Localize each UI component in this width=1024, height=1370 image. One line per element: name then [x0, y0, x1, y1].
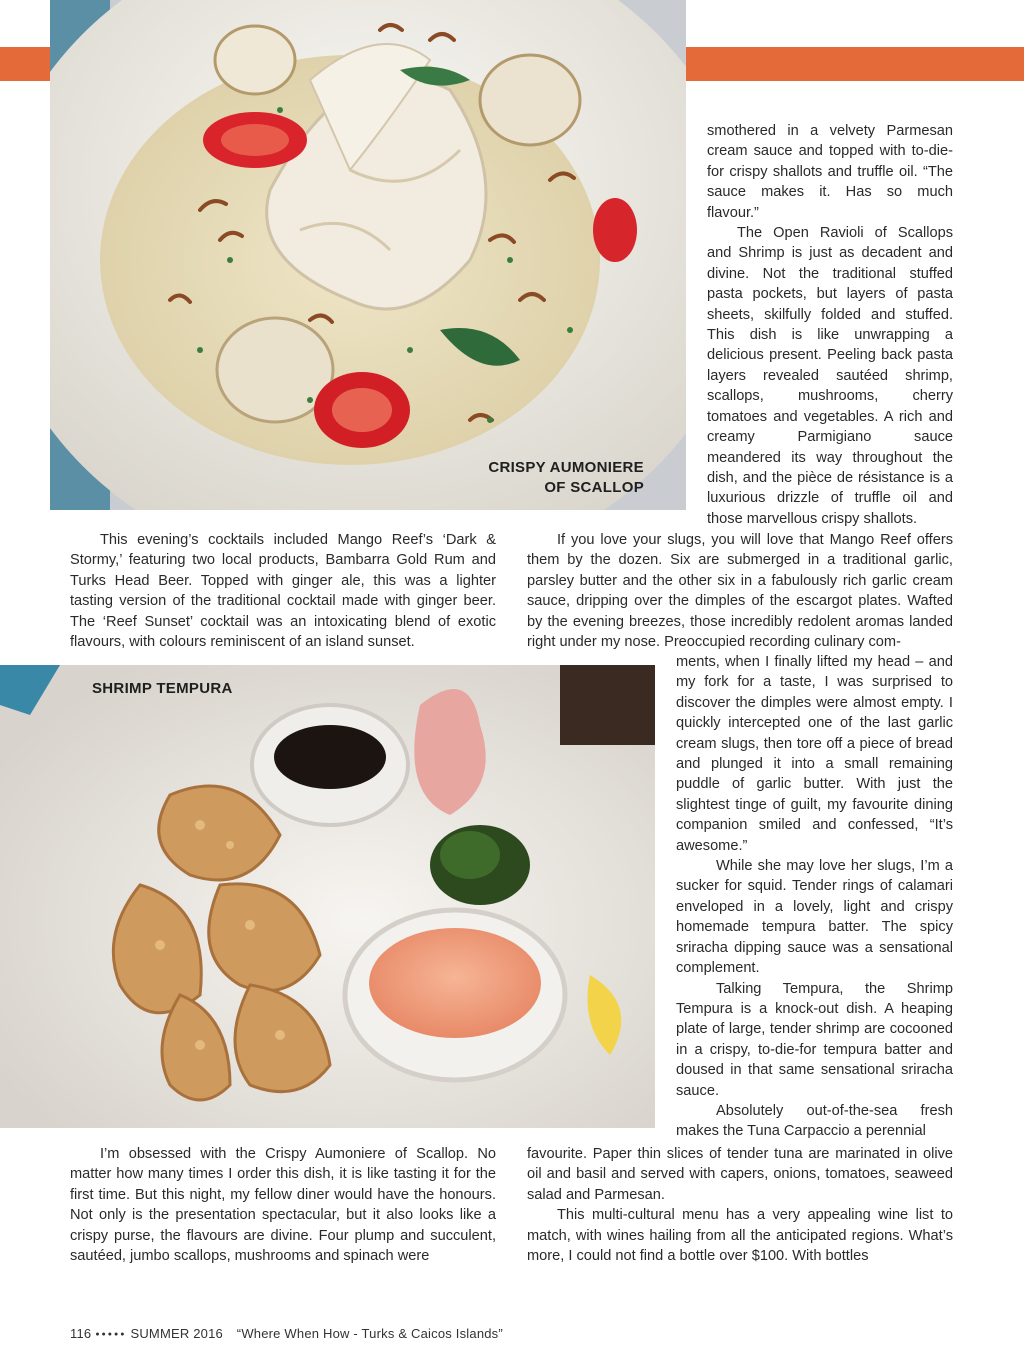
publication-name: “Where When How - Turks & Caicos Islands”: [236, 1326, 503, 1341]
shrimp-caption: SHRIMP TEMPURA: [92, 680, 233, 697]
scallop-caption: [440, 458, 644, 498]
article-paragraph: If you love your slugs, you will love that Mango Reef offers them by the dozen. Six are submerged in a traditional garlic, parsley butter and the other six in a fabulously rich garlic cream sauce, dripping over the dimples of the escargot plates. Wafted by the evening breezes, those incredibly redolent aromas landed right under my nose. Preoccupied recording culinary com-: [527, 532, 953, 651]
footer-dots: ●●●●●: [95, 1331, 127, 1339]
page-footer: [70, 1326, 503, 1341]
article-paragraph: This evening’s cocktails included Mango Reef’s ‘Dark & Stormy,’ featuring two local products, Bambarra Gold Rum and Turks Head Beer. Topped with ginger ale, this was a lighter tasting version of the traditional cocktail made with ginger beer. The ‘Reef Sunset’ cocktail was an intoxicating blend of exotic flavours, with colours reminiscent of an island sunset.: [70, 532, 496, 651]
left-column-bottom: [70, 1144, 496, 1266]
article-paragraph: Absolutely out-of-the-sea fresh makes the Tuna Carpaccio a perennial: [676, 1102, 953, 1140]
page-number: 116: [70, 1326, 92, 1341]
right-column-bottom: [527, 1144, 953, 1266]
article-paragraph: smothered in a velvety Parmesan cream sauce and topped with to-die-for crispy shallots and truffle oil. “The sauce makes it. Has so much flavour.”: [707, 123, 953, 221]
article-paragraph: favourite. Paper thin slices of tender tuna are marinated in olive oil and basil and served with capers, onions, tomatoes, seaweed salad and Parmesan.: [527, 1146, 953, 1203]
right-column-mid: [527, 530, 953, 652]
scallop-dish-illustration: [50, 0, 686, 510]
left-column-mid: [70, 530, 496, 652]
article-paragraph: The Open Ravioli of Scallops and Shrimp is just as decadent and divine. Not the traditional stuffed pasta pockets, but layers of pasta sheets, skilfully folded and stuffed. This dish is like unwrapping a delicious present. Peeling back pasta layers revealed sautéed shrimp, scallops, mushrooms, cherry tomatoes and vegetables. A rich and creamy Parmigiano sauce meandered its way throughout the dish, and the pièce de résistance is a luxurious drizzle of truffle oil and those marvellous crispy shallots.: [707, 225, 953, 527]
scallop-photo: [50, 0, 686, 510]
article-paragraph: Talking Tempura, the Shrimp Tempura is a knock-out dish. A heaping plate of large, tender shrimp are cocooned in a crispy, to-die-for tempura batter and doused in that same sensational sriracha sauce.: [676, 980, 953, 1099]
shrimp-dish-illustration: [0, 665, 655, 1128]
issue-label: SUMMER 2016: [130, 1326, 223, 1341]
shrimp-photo: [0, 665, 655, 1128]
right-column-top: [707, 121, 953, 529]
right-column-narrow: [676, 652, 953, 1142]
scallop-caption-line-1: CRISPY AUMONIERE: [488, 459, 644, 476]
header-band-right: [686, 47, 1024, 81]
scallop-caption-line-2: OF SCALLOP: [544, 479, 644, 496]
article-paragraph: While she may love her slugs, I’m a sucker for squid. Tender rings of calamari enveloped in a lovely, light and crispy homemade tempura batter. The spicy sriracha dipping sauce was a sensational complement.: [676, 858, 953, 977]
article-paragraph: This multi-cultural menu has a very appealing wine list to match, with wines hailing from all the anticipated regions. What’s more, I could not find a bottle over $100. With bottles: [527, 1207, 953, 1265]
header-band-left: [0, 47, 50, 81]
article-paragraph: ments, when I finally lifted my head – and my fork for a taste, I was surprised to discover the dimples were almost empty. I quickly intercepted one of the last garlic cream slugs, then tore off a piece of bread and plunged it into a small remaining puddle of garlic butter. With just the slightest tinge of guilt, my favourite dining companion smiled and confessed, “It’s awesome.”: [676, 654, 953, 854]
article-paragraph: I’m obsessed with the Crispy Aumoniere of Scallop. No matter how many times I order this dish, it is like tasting it for the first time. But this night, my fellow diner would have the honours. Not only is the presentation spectacular, but it also looks like a crispy purse, the flavours are divine. Four plump and succulent, sautéed, jumbo scallops, mushrooms and spinach were: [70, 1146, 496, 1265]
